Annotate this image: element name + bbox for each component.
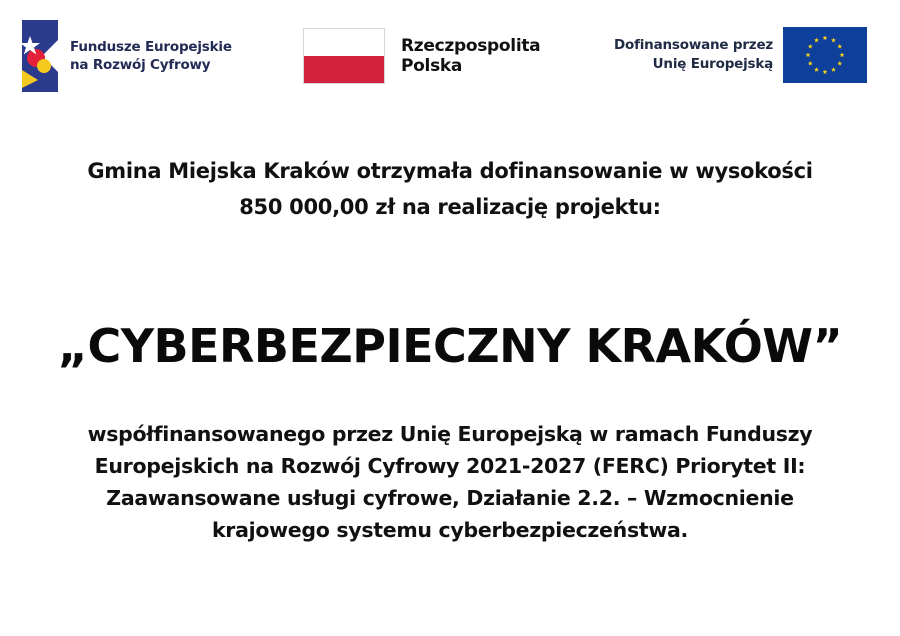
fe-line-2: na Rozwój Cyfrowy	[70, 57, 211, 73]
fe-line-1: Fundusze Europejskie	[70, 39, 232, 55]
rzeczpospolita-polska-text	[401, 36, 540, 76]
eu-cofinancing-logo	[614, 27, 867, 83]
fundusze-europejskie-logo	[22, 20, 232, 92]
logo-bar	[0, 0, 900, 110]
project-description	[40, 418, 860, 546]
funding-intro	[40, 153, 860, 225]
rp-line-2: Polska	[401, 56, 463, 76]
rp-line-1: Rzeczpospolita	[401, 36, 541, 56]
description-line-3: Zaawansowane usługi cyfrowe, Działanie 2.2. – Wzmocnienie	[106, 486, 794, 510]
description-line-2: Europejskich na Rozwój Cyfrowy 2021-2027 (FERC) Priorytet II:	[94, 454, 806, 478]
fundusze-europejskie-text	[70, 38, 232, 74]
polish-flag-icon	[303, 28, 385, 84]
description-line-1: współfinansowanego przez Unię Europejską w ramach Funduszy	[87, 422, 813, 446]
rzeczpospolita-polska-logo	[303, 28, 540, 84]
description-line-4: krajowego systemu cyberbezpieczeństwa.	[211, 518, 689, 542]
intro-line-1: Gmina Miejska Kraków otrzymała dofinansowanie w wysokości	[87, 159, 813, 183]
flag-white-stripe	[304, 29, 384, 56]
eu-line-1: Dofinansowane przez	[614, 37, 774, 53]
eu-cofinancing-text	[614, 36, 773, 74]
project-title: „CYBERBEZPIECZNY KRAKÓW”	[57, 318, 843, 373]
eu-line-2: Unię Europejską	[652, 56, 774, 72]
fundusze-europejskie-icon	[22, 20, 58, 92]
eu-flag-icon	[783, 27, 867, 83]
intro-line-2: 850 000,00 zł na realizację projektu:	[239, 195, 661, 219]
flag-red-stripe	[304, 56, 384, 83]
